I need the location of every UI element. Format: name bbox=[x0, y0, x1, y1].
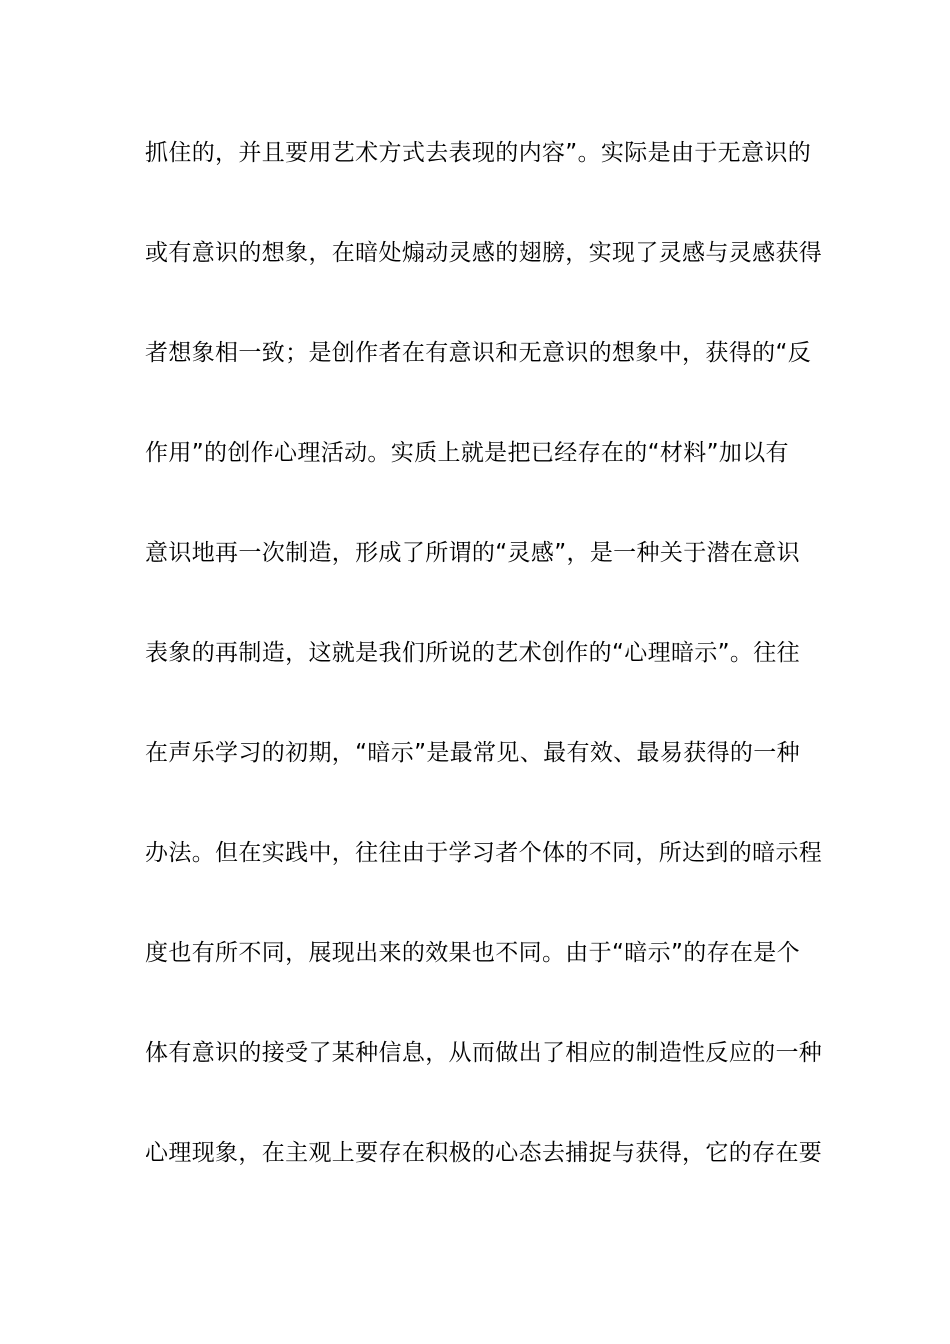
text-line: 办法。但在实践中，往往由于学习者个体的不同，所达到的暗示程 bbox=[145, 840, 823, 866]
text-line: 在声乐学习的初期，“暗示”是最常见、最有效、最易获得的一种 bbox=[145, 740, 800, 766]
text-line: 抓住的，并且要用艺术方式去表现的内容”。实际是由于无意识的 bbox=[145, 140, 812, 166]
body-paragraph bbox=[145, 133, 823, 1233]
text-line: 体有意识的接受了某种信息，从而做出了相应的制造性反应的一种 bbox=[145, 1040, 823, 1066]
text-line: 者想象相一致；是创作者在有意识和无意识的想象中，获得的“反 bbox=[145, 340, 812, 366]
text-line: 度也有所不同，展现出来的效果也不同。由于“暗示”的存在是个 bbox=[145, 940, 800, 966]
text-line: 或有意识的想象，在暗处煽动灵感的翅膀，实现了灵感与灵感获得 bbox=[145, 240, 823, 266]
text-line: 表象的再制造，这就是我们所说的艺术创作的“心理暗示”。往往 bbox=[145, 640, 800, 666]
text-line: 意识地再一次制造，形成了所谓的“灵感”，是一种关于潜在意识 bbox=[145, 540, 800, 566]
text-line: 作用”的创作心理活动。实质上就是把已经存在的“材料”加以有 bbox=[145, 440, 789, 466]
text-line: 心理现象，在主观上要存在积极的心态去捕捉与获得，它的存在要 bbox=[145, 1140, 823, 1166]
